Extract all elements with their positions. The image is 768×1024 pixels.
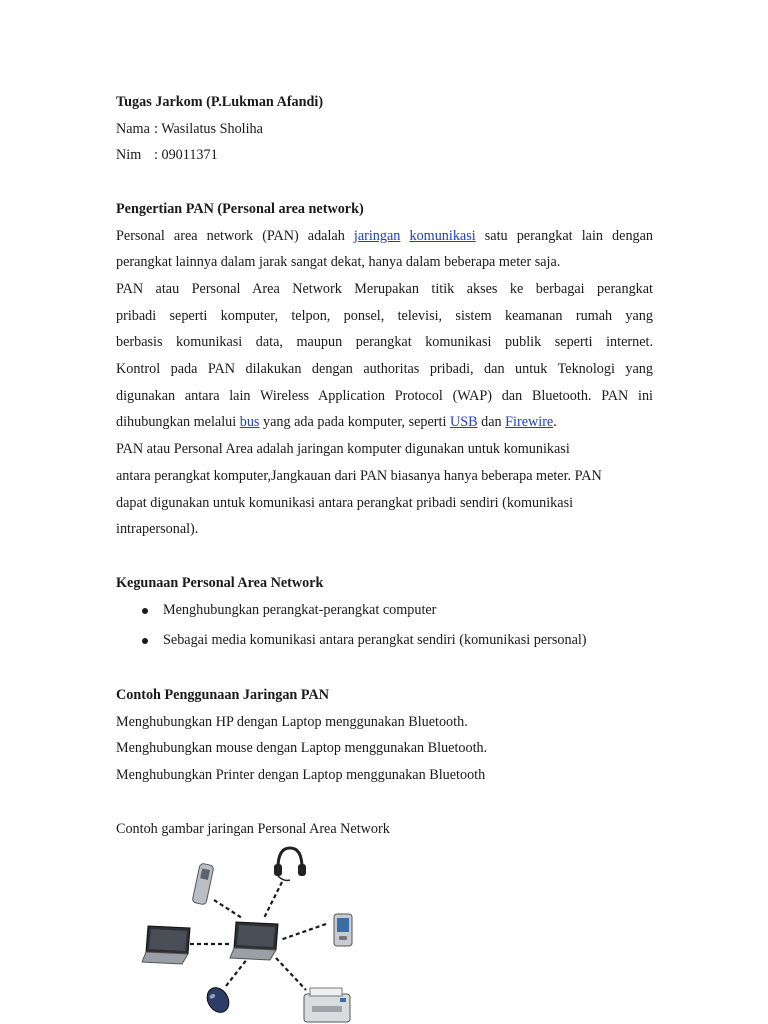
mouse-icon: [203, 984, 233, 1017]
bullet-icon: [142, 608, 148, 614]
paragraph-line: antara perangkat komputer,Jangkauan dari PAN biasanya hanya beberapa meter. PAN: [116, 467, 602, 484]
text-span: satu perangkat lain dengan: [484, 227, 654, 244]
link-line: [276, 958, 306, 990]
figure-caption: Contoh gambar jaringan Personal Area Network: [116, 820, 390, 837]
pda-icon: [334, 914, 352, 946]
laptop-icon: [230, 922, 278, 960]
bullet-list: [116, 596, 653, 655]
link-komunikasi[interactable]: komunikasi: [409, 227, 476, 244]
nim-label: Nim: [116, 147, 142, 164]
paragraph-line: PAN atau Personal Area adalah jaringan komputer digunakan untuk komunikasi: [116, 441, 570, 458]
link-line: [280, 924, 326, 940]
printer-icon: [304, 988, 350, 1022]
section-heading-contoh: Contoh Penggunaan Jaringan PAN: [116, 687, 329, 704]
phone-icon: [192, 863, 214, 905]
example-line: Menghubungkan Printer dengan Laptop menggunakan Bluetooth: [116, 767, 486, 784]
pan-network-figure: [130, 840, 370, 1024]
link-line: [264, 882, 282, 918]
nim-value: : 09011371: [154, 147, 218, 164]
section-heading-pengertian: Pengertian PAN (Personal area network): [116, 200, 364, 217]
link-line: [214, 900, 242, 918]
nim-row: [116, 142, 653, 169]
text-span: Personal area network (PAN) adalah: [116, 227, 345, 244]
name-row: [116, 116, 653, 143]
bullet-icon: [142, 638, 148, 644]
link-line: [226, 958, 248, 986]
document-body: [116, 89, 653, 842]
list-item: [116, 626, 653, 656]
name-value: : Wasilatus Sholiha: [154, 120, 263, 137]
link-usb[interactable]: USB: [449, 414, 478, 431]
name-label: Nama: [116, 120, 150, 137]
list-item: [116, 596, 653, 626]
list-item-text: Menghubungkan perangkat-perangkat computer: [163, 602, 437, 619]
link-firewire[interactable]: Firewire: [505, 414, 554, 431]
paragraph-line: berbasis komunikasi data, maupun perangkat komunikasi publik seperti internet.: [116, 334, 653, 351]
headset-icon: [274, 848, 306, 881]
paragraph-line: pribadi seperti komputer, telpon, ponsel, televisi, sistem keamanan rumah yang: [116, 307, 653, 324]
paragraph-line: PAN atau Personal Area Network Merupakan titik akses ke berbagai perangkat: [116, 280, 653, 297]
paragraph-line: digunakan antara lain Wireless Application Protocol (WAP) dan Bluetooth. PAN ini: [116, 387, 653, 404]
text-span: dihubungkan melalui: [116, 414, 237, 431]
laptop-icon: [142, 926, 190, 964]
paragraph-line: [116, 223, 653, 250]
paragraph-line: intrapersonal).: [116, 521, 199, 538]
document-title: Tugas Jarkom (P.Lukman Afandi): [116, 94, 324, 110]
text-span: yang ada pada komputer, seperti: [263, 414, 447, 431]
link-bus[interactable]: bus: [239, 414, 260, 431]
link-jaringan[interactable]: jaringan: [353, 227, 401, 244]
text-span: dan: [481, 414, 502, 431]
paragraph-line: perangkat lainnya dalam jarak sangat dekat, hanya dalam beberapa meter saja.: [116, 254, 561, 271]
text-span: .: [553, 414, 557, 431]
paragraph-line: Kontrol pada PAN dilakukan dengan authoritas pribadi, dan untuk Teknologi yang: [116, 361, 653, 378]
section-heading-kegunaan: Kegunaan Personal Area Network: [116, 574, 324, 591]
paragraph-line: [116, 409, 653, 436]
list-item-text: Sebagai media komunikasi antara perangkat sendiri (komunikasi personal): [163, 631, 587, 648]
example-line: Menghubungkan mouse dengan Laptop menggunakan Bluetooth.: [116, 740, 488, 757]
example-line: Menghubungkan HP dengan Laptop menggunakan Bluetooth.: [116, 713, 468, 730]
paragraph-line: dapat digunakan untuk komunikasi antara perangkat pribadi sendiri (komunikasi: [116, 494, 574, 511]
